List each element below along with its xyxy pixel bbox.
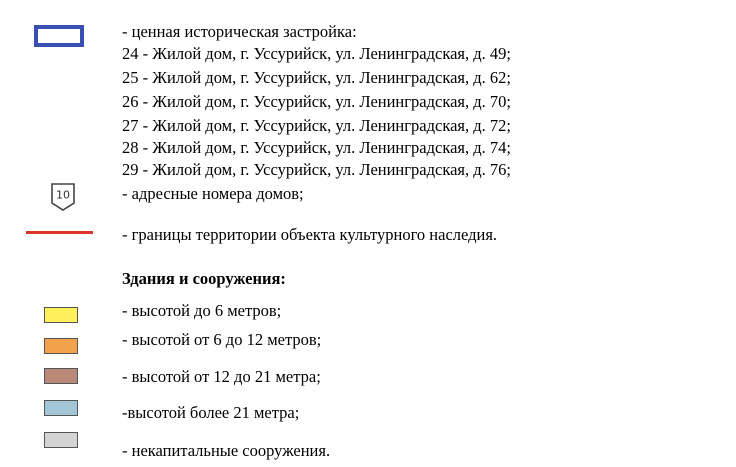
boundary-label: - границы территории объекта культурного наследия. [122, 225, 498, 244]
buildings-item-12-to-21m: - высотой от 12 до 21 метра; [122, 367, 321, 386]
heritage-item-29: 29 - Жилой дом, г. Уссурийск, ул. Ленинградская, д. 76; [122, 160, 511, 179]
buildings-item-non-capital: - некапитальные сооружения. [122, 441, 331, 460]
heritage-building-symbol [34, 25, 84, 47]
house-number-badge-text: 10 [56, 188, 70, 202]
heritage-label: - ценная историческая застройка: [122, 22, 357, 41]
buildings-item-6-to-12m: - высотой от 6 до 12 метров; [122, 330, 322, 349]
heritage-item-24: 24 - Жилой дом, г. Уссурийск, ул. Ленинградская, д. 49; [122, 44, 511, 63]
buildings-item-up-to-6m: - высотой до 6 метров; [122, 301, 282, 320]
swatch-12-to-21m [44, 368, 78, 384]
swatch-up-to-6m [44, 307, 78, 323]
swatch-over-21m [44, 400, 78, 416]
buildings-item-over-21m: -высотой более 21 метра; [122, 403, 300, 422]
house-numbers-label: - адресные номера домов; [122, 184, 304, 203]
house-number-badge-icon [50, 182, 76, 212]
swatch-6-to-12m [44, 338, 78, 354]
heritage-item-26: 26 - Жилой дом, г. Уссурийск, ул. Ленинградская, д. 70; [122, 92, 511, 111]
heritage-item-28: 28 - Жилой дом, г. Уссурийск, ул. Ленинградская, д. 74; [122, 138, 511, 157]
buildings-heading: Здания и сооружения: [122, 269, 286, 288]
swatch-non-capital [44, 432, 78, 448]
heritage-boundary-line-symbol [26, 231, 93, 234]
heritage-item-25: 25 - Жилой дом, г. Уссурийск, ул. Ленинградская, д. 62; [122, 68, 511, 87]
heritage-item-27: 27 - Жилой дом, г. Уссурийск, ул. Ленинградская, д. 72; [122, 116, 511, 135]
